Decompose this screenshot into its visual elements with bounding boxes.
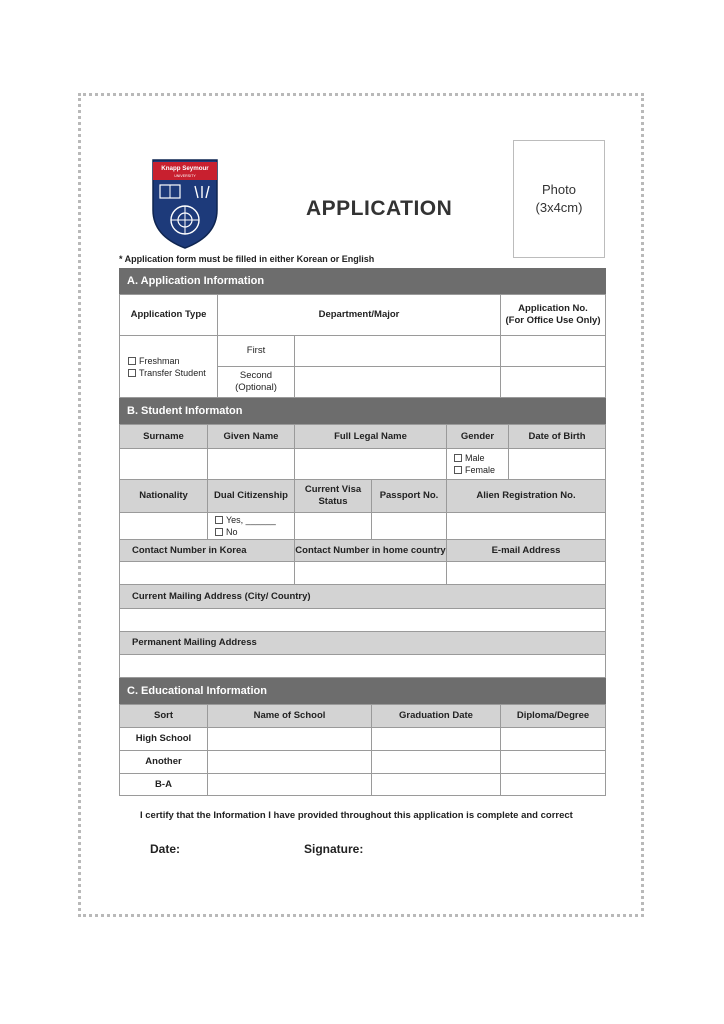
diploma-header: Diploma/Degree: [500, 704, 606, 728]
form-title: APPLICATION: [306, 197, 453, 220]
transfer-checkbox[interactable]: [128, 369, 136, 377]
certification-statement: I certify that the Information I have provided throughout this application is complete and correct: [140, 810, 573, 821]
logo-name: Knapp Seymour: [161, 165, 209, 172]
gender-options: [446, 448, 509, 480]
visa-status-header: Current Visa Status: [294, 479, 372, 513]
department-header: Department/Major: [217, 294, 501, 336]
nationality-header: Nationality: [119, 479, 208, 513]
table-row-label: Another: [119, 750, 208, 774]
legal-name-header: Full Legal Name: [294, 424, 447, 449]
table-row-label: High School: [119, 727, 208, 751]
application-type-options: [119, 335, 218, 398]
school-field[interactable]: [207, 750, 372, 774]
dual-no-label: No: [226, 527, 238, 537]
alien-registration-header: Alien Registration No.: [446, 479, 606, 513]
permanent-address-header: Permanent Mailing Address: [119, 631, 606, 655]
application-no-header: Application No. (For Office Use Only): [500, 294, 606, 336]
passport-header: Passport No.: [371, 479, 447, 513]
freshman-checkbox[interactable]: [128, 357, 136, 365]
contact-home-field[interactable]: [294, 561, 447, 585]
first-choice-field[interactable]: [294, 335, 501, 367]
contact-korea-field[interactable]: [119, 561, 295, 585]
diploma-field[interactable]: [500, 773, 606, 796]
first-choice-label: First: [217, 335, 295, 367]
graduation-field[interactable]: [371, 750, 501, 774]
section-b-header: B. Student Informaton: [119, 398, 606, 424]
current-address-header: Current Mailing Address (City/ Country): [119, 584, 606, 609]
visa-status-field[interactable]: [294, 512, 372, 540]
application-no-field: [500, 335, 606, 367]
nationality-field[interactable]: [119, 512, 208, 540]
given-name-header: Given Name: [207, 424, 295, 449]
permanent-address-field[interactable]: [119, 654, 606, 678]
university-logo: [150, 158, 220, 250]
freshman-label: Freshman: [139, 355, 180, 366]
section-a-header: A. Application Information: [119, 268, 606, 294]
current-address-field[interactable]: [119, 608, 606, 632]
given-name-field[interactable]: [207, 448, 295, 480]
contact-korea-header: Contact Number in Korea: [119, 539, 295, 562]
school-header: Name of School: [207, 704, 372, 728]
graduation-field[interactable]: [371, 727, 501, 751]
section-c-header: C. Educational Information: [119, 678, 606, 704]
dual-citizenship-options: [207, 512, 295, 540]
photo-label: Photo: [542, 182, 576, 197]
form-note: * Application form must be filled in either Korean or English: [119, 254, 375, 264]
date-label: Date:: [150, 842, 181, 856]
table-row-label: B-A: [119, 773, 208, 796]
diploma-field[interactable]: [500, 750, 606, 774]
dual-no-checkbox[interactable]: [215, 528, 223, 536]
contact-home-header: Contact Number in home country: [294, 539, 447, 562]
second-choice-field[interactable]: [294, 366, 501, 398]
application-no-field-2: [500, 366, 606, 398]
email-header: E-mail Address: [446, 539, 606, 562]
gender-header: Gender: [446, 424, 509, 449]
transfer-label: Transfer Student: [139, 367, 206, 378]
dual-yes-checkbox[interactable]: [215, 516, 223, 524]
diploma-field[interactable]: [500, 727, 606, 751]
female-label: Female: [465, 465, 496, 475]
male-checkbox[interactable]: [454, 454, 462, 462]
dob-field[interactable]: [508, 448, 606, 480]
surname-header: Surname: [119, 424, 208, 449]
alien-registration-field[interactable]: [446, 512, 606, 540]
dual-citizenship-header: Dual Citizenship: [207, 479, 295, 513]
email-field[interactable]: [446, 561, 606, 585]
photo-box: [513, 140, 605, 258]
legal-name-field[interactable]: [294, 448, 447, 480]
sort-header: Sort: [119, 704, 208, 728]
passport-field[interactable]: [371, 512, 447, 540]
male-label: Male: [465, 453, 485, 463]
dual-yes-label: Yes, ______: [226, 515, 276, 525]
second-choice-label: Second (Optional): [217, 366, 295, 398]
photo-size: (3x4cm): [535, 200, 583, 215]
surname-field[interactable]: [119, 448, 208, 480]
graduation-header: Graduation Date: [371, 704, 501, 728]
graduation-field[interactable]: [371, 773, 501, 796]
logo-sub: UNIVERSITY: [174, 174, 196, 178]
signature-label: Signature:: [304, 842, 364, 856]
dob-header: Date of Birth: [508, 424, 606, 449]
female-checkbox[interactable]: [454, 466, 462, 474]
school-field[interactable]: [207, 773, 372, 796]
school-field[interactable]: [207, 727, 372, 751]
application-type-header: Application Type: [119, 294, 218, 336]
